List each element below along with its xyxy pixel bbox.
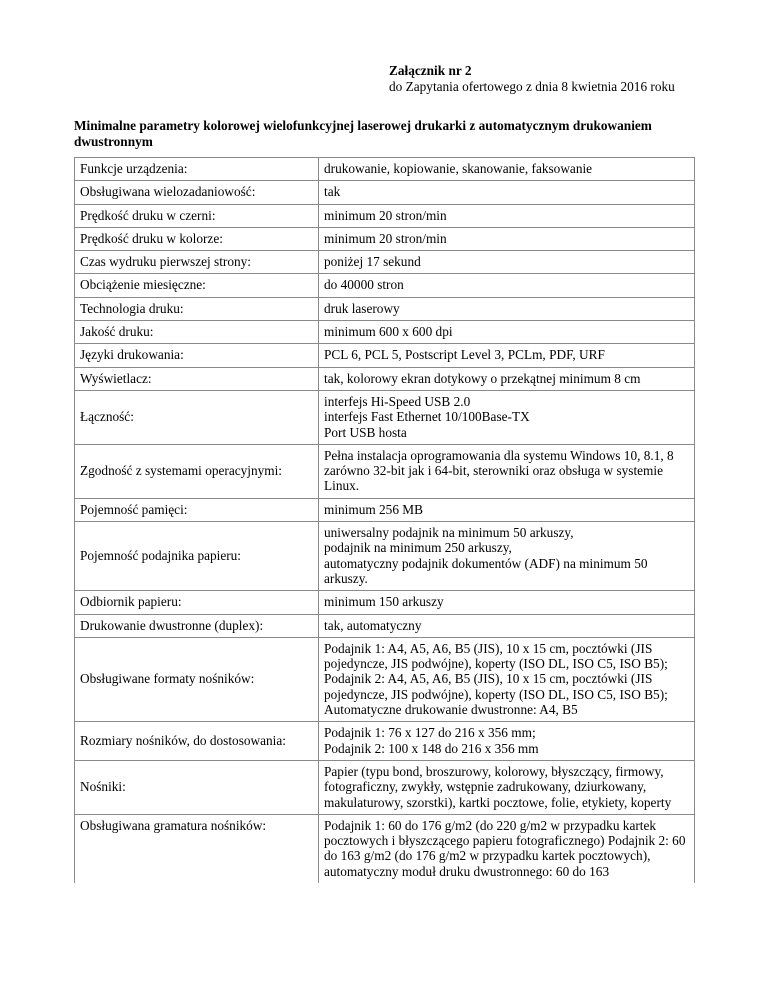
parameter-label: Rozmiary nośników, do dostosowania: bbox=[75, 722, 319, 761]
parameter-label: Prędkość druku w czerni: bbox=[75, 204, 319, 227]
parameter-label: Czas wydruku pierwszej strony: bbox=[75, 251, 319, 274]
document-title: Minimalne parametry kolorowej wielofunkcyjnej laserowej drukarki z automatycznym drukowaniem dwustronnym bbox=[74, 118, 652, 149]
annex-header bbox=[389, 63, 675, 95]
parameter-label: Nośniki: bbox=[75, 760, 319, 814]
parameter-label: Języki drukowania: bbox=[75, 344, 319, 367]
parameter-value: Podajnik 1: 60 do 176 g/m2 (do 220 g/m2 w przypadku kartek pocztowych i błyszczącego papieru fotograficznego) Podajnik 2: 60 do 163 g/m2 (do 176 g/m2 w przypadku kartek pocztowych), automatyczny moduł druku dwustronnego: 60 do 163 bbox=[319, 814, 695, 883]
parameter-label: Funkcje urządzenia: bbox=[75, 158, 319, 181]
parameter-value: Podajnik 1: 76 x 127 do 216 x 356 mm; Podajnik 2: 100 x 148 do 216 x 356 mm bbox=[319, 722, 695, 761]
parameter-value: Papier (typu bond, broszurowy, kolorowy, błyszczący, firmowy, fotograficzny, zwykły, wstępnie zadrukowany, dziurkowany, makulaturowy, szorstki), kartki pocztowe, folie, etykiety, koperty bbox=[319, 760, 695, 814]
parameter-value: minimum 20 stron/min bbox=[319, 227, 695, 250]
parameter-label: Odbiornik papieru: bbox=[75, 591, 319, 614]
parameter-label: Drukowanie dwustronne (duplex): bbox=[75, 614, 319, 637]
parameter-label: Zgodność z systemami operacyjnymi: bbox=[75, 444, 319, 498]
annex-subtitle: do Zapytania ofertowego z dnia 8 kwietnia 2016 roku bbox=[389, 79, 675, 94]
table-row bbox=[75, 522, 695, 591]
table-row bbox=[75, 321, 695, 344]
table-row bbox=[75, 722, 695, 761]
table-row bbox=[75, 158, 695, 181]
parameter-label: Prędkość druku w kolorze: bbox=[75, 227, 319, 250]
parameter-value: minimum 256 MB bbox=[319, 498, 695, 521]
parameter-value: minimum 150 arkuszy bbox=[319, 591, 695, 614]
parameter-label: Technologia druku: bbox=[75, 297, 319, 320]
parameter-label: Pojemność podajnika papieru: bbox=[75, 522, 319, 591]
parameter-value: minimum 20 stron/min bbox=[319, 204, 695, 227]
parameter-value: poniżej 17 sekund bbox=[319, 251, 695, 274]
table-row bbox=[75, 444, 695, 498]
parameter-value: minimum 600 x 600 dpi bbox=[319, 321, 695, 344]
parameter-label: Pojemność pamięci: bbox=[75, 498, 319, 521]
table-row bbox=[75, 367, 695, 390]
parameter-value: Pełna instalacja oprogramowania dla systemu Windows 10, 8.1, 8 zarówno 32-bit jak i 64-bit, sterowniki oraz obsługa w systemie Linux. bbox=[319, 444, 695, 498]
parameter-label: Obsługiwana gramatura nośników: bbox=[75, 814, 319, 883]
parameter-value: tak, kolorowy ekran dotykowy o przekątnej minimum 8 cm bbox=[319, 367, 695, 390]
parameter-label: Obsługiwana wielozadaniowość: bbox=[75, 181, 319, 204]
parameter-value: tak bbox=[319, 181, 695, 204]
parameter-value: druk laserowy bbox=[319, 297, 695, 320]
table-row bbox=[75, 251, 695, 274]
table-row bbox=[75, 227, 695, 250]
table-row bbox=[75, 297, 695, 320]
parameter-value: Podajnik 1: A4, A5, A6, B5 (JIS), 10 x 15 cm, pocztówki (JIS pojedyncze, JIS podwójne), koperty (ISO DL, ISO C5, ISO B5); Podajnik 2: A4, A5, A6, B5 (JIS), 10 x 15 cm, pocztówki (JIS pojedyncze, JIS podwójne), koperty (ISO DL, ISO C5, ISO B5); Automatyczne drukowanie dwustronne: A4, B5 bbox=[319, 637, 695, 721]
annex-title: Załącznik nr 2 bbox=[389, 63, 472, 78]
table-row bbox=[75, 814, 695, 883]
parameter-value: uniwersalny podajnik na minimum 50 arkuszy, podajnik na minimum 250 arkuszy, automatyczny podajnik dokumentów (ADF) na minimum 50 arkuszy. bbox=[319, 522, 695, 591]
table-row bbox=[75, 760, 695, 814]
parameter-label: Łączność: bbox=[75, 390, 319, 444]
parameter-label: Obsługiwane formaty nośników: bbox=[75, 637, 319, 721]
parameter-label: Jakość druku: bbox=[75, 321, 319, 344]
parameter-value: tak, automatyczny bbox=[319, 614, 695, 637]
table-row bbox=[75, 637, 695, 721]
table-row bbox=[75, 390, 695, 444]
table-row bbox=[75, 181, 695, 204]
table-row bbox=[75, 204, 695, 227]
table-row bbox=[75, 274, 695, 297]
parameters-table bbox=[74, 157, 695, 883]
table-row bbox=[75, 498, 695, 521]
parameter-value: do 40000 stron bbox=[319, 274, 695, 297]
table-row bbox=[75, 344, 695, 367]
parameter-value: drukowanie, kopiowanie, skanowanie, faksowanie bbox=[319, 158, 695, 181]
parameter-value: interfejs Hi-Speed USB 2.0 interfejs Fast Ethernet 10/100Base-TX Port USB hosta bbox=[319, 390, 695, 444]
table-row bbox=[75, 591, 695, 614]
parameter-label: Wyświetlacz: bbox=[75, 367, 319, 390]
table-row bbox=[75, 614, 695, 637]
parameter-label: Obciążenie miesięczne: bbox=[75, 274, 319, 297]
parameter-value: PCL 6, PCL 5, Postscript Level 3, PCLm, PDF, URF bbox=[319, 344, 695, 367]
